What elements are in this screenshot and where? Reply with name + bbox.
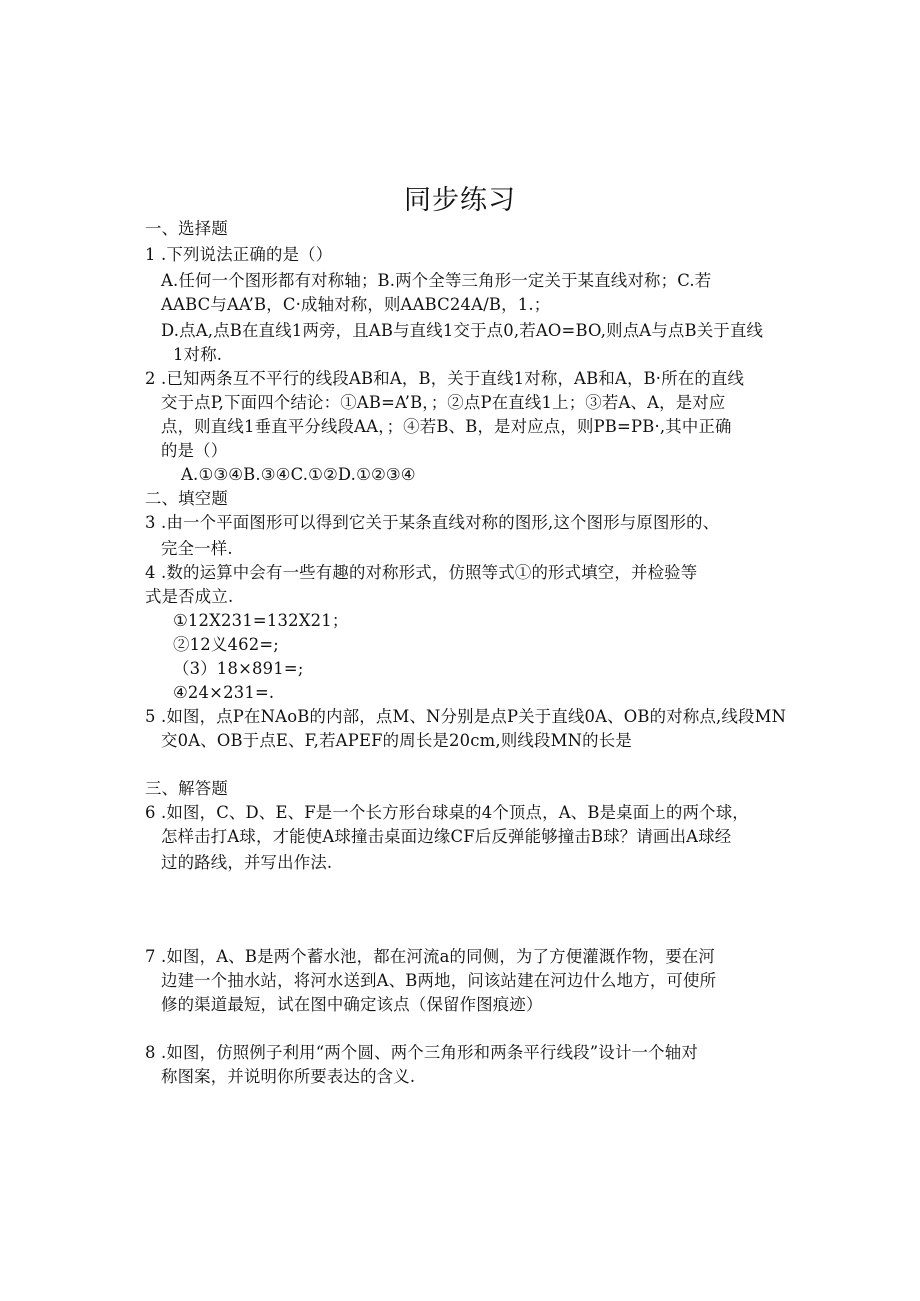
question-1-stem: 1 .下列说法正确的是（） <box>145 245 333 264</box>
question-1-option-a-line2: AABC与AA’B，C·成轴对称，则AABC24A/B，1.； <box>161 295 551 314</box>
question-8-line1: 8 .如图，仿照例子利用“两个圆、两个三角形和两条平行线段”设计一个轴对 <box>145 1043 698 1062</box>
question-4-equation-2: ②12义462=; <box>173 635 279 654</box>
question-6-line3: 过的路线，并写出作法. <box>161 853 333 872</box>
question-4-line2: 式是否成立. <box>145 587 234 606</box>
question-3-line1: 3 .由一个平面图形可以得到它关于某条直线对称的图形,这个图形与原图形的、 <box>145 513 720 532</box>
question-4-line1: 4 .数的运算中会有一些有趣的对称形式，仿照等式①的形式填空，并检验等 <box>145 563 698 582</box>
question-2-options: A.①③④B.③④C.①②D.①②③④ <box>181 465 416 484</box>
section-heading-fill: 二、填空题 <box>145 489 228 508</box>
section-heading-answer: 三、解答题 <box>145 779 228 798</box>
question-6-line1: 6 .如图，C、D、E、F是一个长方形台球桌的4个顶点，A、B是桌面上的两个球， <box>145 803 749 822</box>
question-6-line2: 怎样击打A球，才能使A球撞击桌面边缘CF后反弹能够撞击B球？请画出A球经 <box>161 827 732 846</box>
question-5-line1: 5 .如图，点P在NAoB的内部，点M、N分别是点P关于直线0A、OB的对称点,线段MN <box>145 707 787 726</box>
question-4-equation-1: ①12X231=132X21； <box>173 611 349 630</box>
question-7-line3: 修的渠道最短，试在图中确定该点（保留作图痕迹） <box>161 995 543 1014</box>
question-2-line1: 2 .已知两条互不平行的线段AB和A，B，关于直线1对称，AB和A，B·所在的直线 <box>145 369 745 388</box>
question-8-line2: 称图案，并说明你所要表达的含义. <box>161 1067 416 1086</box>
question-4-equation-3: （3）18×891=; <box>173 659 304 678</box>
question-2-line2: 交于点P,下面四个结论：①AB=A’B，；②点P在直线1上；③若A、A，是对应 <box>161 393 726 412</box>
question-2-line3: 点，则直线1垂直平分线段AA，；④若B、B，是对应点，则PB=PB·,其中正确 <box>161 417 732 436</box>
question-4-equation-4: ④24×231=. <box>173 683 275 702</box>
question-5-line2: 交0A、OB于点E、F,若APEF的周长是20cm,则线段MN的长是 <box>161 731 632 750</box>
question-1-option-d-line2: 1对称. <box>173 345 223 364</box>
question-2-line4: 的是（） <box>161 441 228 460</box>
question-7-line2: 边建一个抽水站，将河水送到A、B两地，问该站建在河边什么地方，可使所 <box>161 971 717 990</box>
question-1-option-a-line1: A.任何一个图形都有对称轴；B.两个全等三角形一定关于某直线对称；C.若 <box>161 271 712 290</box>
page-title: 同步练习 <box>404 185 516 216</box>
question-1-option-d-line1: D.点A,点B在直线1两旁，且AB与直线1交于点0,若AO=BO,则点A与点B关于直线 <box>161 321 764 340</box>
question-7-line1: 7 .如图，A、B是两个蓄水池，都在河流a的同侧，为了方便灌溉作物，要在河 <box>145 947 716 966</box>
question-3-line2: 完全一样. <box>161 539 233 558</box>
section-heading-choice: 一、选择题 <box>145 219 228 238</box>
